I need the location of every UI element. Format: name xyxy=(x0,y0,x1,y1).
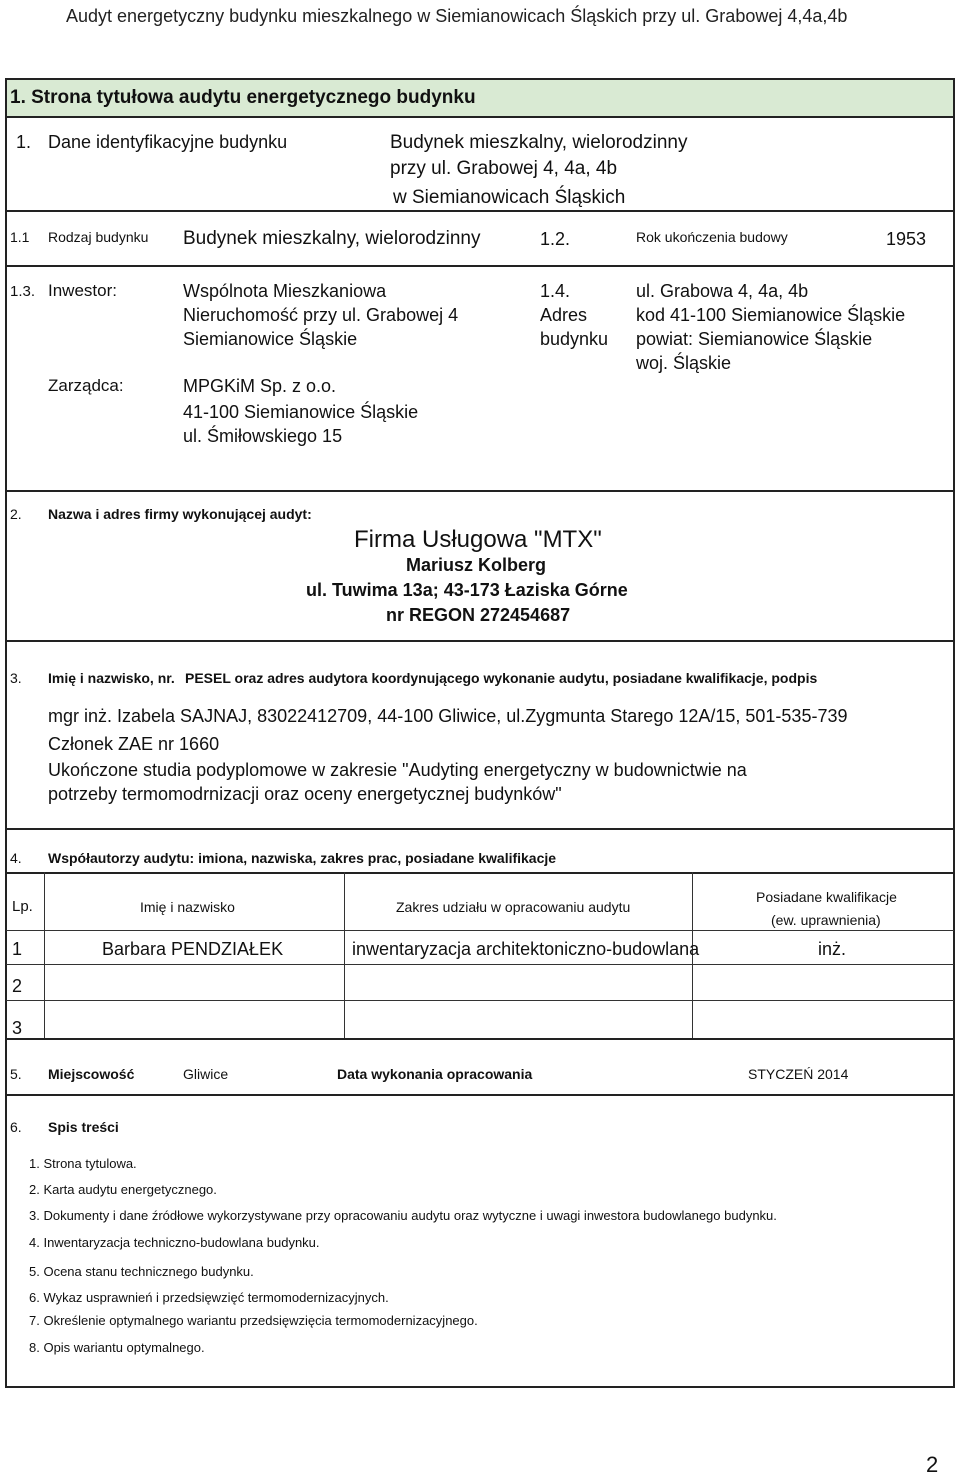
firm-regon: nr REGON 272454687 xyxy=(386,605,571,625)
s1-1-label: Rodzaj budynku xyxy=(48,229,149,245)
divider xyxy=(5,1038,955,1040)
toc-item: 5. Ocena stanu technicznego budynku. xyxy=(29,1264,254,1279)
divider xyxy=(5,265,955,267)
table-column-rule xyxy=(344,872,345,1038)
table-row-scope: inwentaryzacja architektoniczno-budowlana xyxy=(352,939,700,959)
section-title: 1. Strona tytułowa audytu energetycznego budynku xyxy=(10,87,476,108)
building-type-value: Budynek mieszkalny, wielorodzinny xyxy=(183,228,481,249)
toc-item: 1. Strona tytulowa. xyxy=(29,1156,137,1171)
toc-item: 8. Opis wariantu optymalnego. xyxy=(29,1340,205,1355)
building-address-line: ul. Grabowa 4, 4a, 4b xyxy=(636,281,809,301)
manager-label: Zarządca: xyxy=(48,376,124,395)
table-row-name: Barbara PENDZIAŁEK xyxy=(102,939,284,959)
toc-item: 7. Określenie optymalnego wariantu przedsięwzięcia termomodernizacyjnego. xyxy=(29,1313,478,1328)
s1-2-number: 1.2. xyxy=(540,229,571,249)
s3-number: 3. xyxy=(10,670,22,686)
firm-owner: Mariusz Kolberg xyxy=(406,555,547,575)
auditor-line: mgr inż. Izabela SAJNAJ, 83022412709, 44-100 Gliwice, ul.Zygmunta Starego 12A/15, 501-535-739 xyxy=(48,706,848,726)
page-number: 2 xyxy=(926,1452,939,1477)
table-row-lp: 1 xyxy=(12,939,23,959)
column-header-qualifications: Posiadane kwalifikacje xyxy=(756,889,897,905)
table-row-rule xyxy=(6,1000,954,1001)
s1-1-number: 1.1 xyxy=(10,229,30,245)
s4-number: 4. xyxy=(10,850,22,866)
s4-label: Współautorzy audytu: imiona, nazwiska, zakres prac, posiadane kwalifikacje xyxy=(48,850,557,866)
s1-value-line1: Budynek mieszkalny, wielorodzinny xyxy=(390,132,688,153)
divider xyxy=(5,210,955,212)
construction-year: 1953 xyxy=(886,229,927,249)
column-header-scope: Zakres udziału w opracowaniu audytu xyxy=(396,899,631,915)
s5-number: 5. xyxy=(10,1066,22,1082)
date-label: Data wykonania opracowania xyxy=(337,1066,533,1082)
investor-line: Wspólnota Mieszkaniowa xyxy=(183,281,387,301)
s1-label: Dane identyfikacyjne budynku xyxy=(48,132,288,152)
divider xyxy=(5,1094,955,1096)
divider xyxy=(5,828,955,830)
s3-label-a: Imię i nazwisko, nr. xyxy=(48,670,175,686)
s2-label: Nazwa i adres firmy wykonującej audyt: xyxy=(48,506,312,522)
divider xyxy=(5,490,955,492)
toc-item: 2. Karta audytu energetycznego. xyxy=(29,1182,217,1197)
toc-item: 4. Inwentaryzacja techniczno-budowlana budynku. xyxy=(29,1235,320,1250)
s1-value-line3: w Siemianowicach Śląskich xyxy=(393,187,626,208)
auditor-line: Ukończone studia podyplomowe w zakresie "Audyting energetyczny w budownictwie na xyxy=(48,760,747,780)
s1-3-number: 1.3. xyxy=(10,283,36,300)
address-label-line: budynku xyxy=(540,329,609,349)
building-address-line: powiat: Siemianowice Śląskie xyxy=(636,329,873,349)
toc-item: 6. Wykaz usprawnień i przedsięwzięć termomodernizacyjnych. xyxy=(29,1290,389,1305)
place-label: Miejscowość xyxy=(48,1066,135,1082)
auditor-line: Członek ZAE nr 1660 xyxy=(48,734,220,754)
divider xyxy=(5,640,955,642)
s1-4-number: 1.4. xyxy=(540,281,571,301)
s1-2-label: Rok ukończenia budowy xyxy=(636,229,788,245)
s3-label-b: PESEL oraz adres audytora koordynującego wykonanie audytu, posiadane kwalifikacje, podpis xyxy=(185,670,818,686)
table-header-rule xyxy=(6,930,954,931)
column-header-qualifications-note: (ew. uprawnienia) xyxy=(771,912,881,928)
place-value: Gliwice xyxy=(183,1066,229,1082)
building-address-line: woj. Śląskie xyxy=(636,353,732,373)
manager-line: ul. Śmiłowskiego 15 xyxy=(183,426,343,446)
investor-line: Siemianowice Śląskie xyxy=(183,329,358,349)
investor-label: Inwestor: xyxy=(48,281,117,300)
address-label-line: Adres xyxy=(540,305,588,325)
s6-number: 6. xyxy=(10,1119,22,1135)
document-header-title: Audyt energetyczny budynku mieszkalnego w Siemianowicach Śląskich przy ul. Grabowej 4,4a,4b xyxy=(66,6,848,26)
date-value: STYCZEŃ 2014 xyxy=(748,1066,849,1082)
s1-value-line2: przy ul. Grabowej 4, 4a, 4b xyxy=(390,158,618,179)
manager-line: 41-100 Siemianowice Śląskie xyxy=(183,402,419,422)
divider xyxy=(5,116,955,118)
investor-line: Nieruchomość przy ul. Grabowej 4 xyxy=(183,305,459,325)
divider xyxy=(5,872,955,874)
manager-line: MPGKiM Sp. z o.o. xyxy=(183,376,337,396)
s2-number: 2. xyxy=(10,506,22,522)
table-row-lp: 2 xyxy=(12,976,23,996)
column-header-lp: Lp. xyxy=(12,898,33,915)
s1-number: 1. xyxy=(16,132,32,152)
table-row-qualification: inż. xyxy=(818,939,847,959)
firm-name: Firma Usługowa "MTX" xyxy=(354,526,602,553)
toc-title: Spis treści xyxy=(48,1119,119,1135)
column-header-name: Imię i nazwisko xyxy=(140,899,235,915)
table-column-rule xyxy=(44,872,45,1038)
table-row-rule xyxy=(6,964,954,965)
table-row-lp: 3 xyxy=(12,1018,23,1038)
toc-item: 3. Dokumenty i dane źródłowe wykorzystywane przy opracowaniu audytu oraz wytyczne i uwagi inwestora budowlanego budynku. xyxy=(29,1208,777,1223)
firm-address: ul. Tuwima 13a; 43-173 Łaziska Górne xyxy=(306,580,628,600)
auditor-line: potrzeby termomodrnizacji oraz oceny energetycznej budynków" xyxy=(48,784,562,804)
building-address-line: kod 41-100 Siemianowice Śląskie xyxy=(636,305,906,325)
